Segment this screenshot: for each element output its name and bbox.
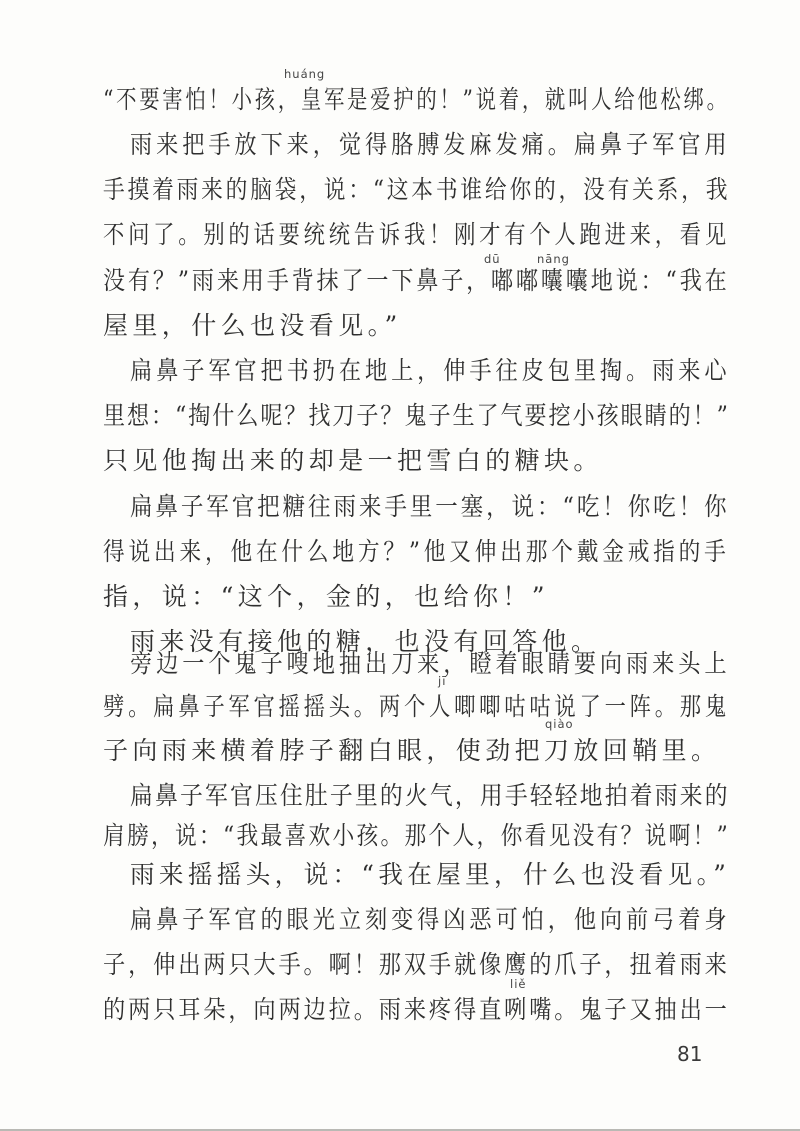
text-line: 没有？”雨来用手背抹了一下鼻子，嘟嘟囔囔地说：“我在 — [103, 266, 730, 295]
text-line: 不问了。别的话要统统告诉我！刚才有个人跑进来，看见 — [103, 220, 730, 249]
pinyin-annotation: qiào — [545, 717, 574, 731]
text-line: 指，说：“这个，金的，也给你！” — [103, 582, 549, 611]
text-line: 屋里，什么也没看见。” — [103, 311, 402, 340]
text-line: 扁鼻子军官把糖往雨来手里一塞，说：“吃！你吃！你 — [130, 492, 730, 521]
text-line: 雨来把手放下来，觉得胳膊发麻发痛。扁鼻子军官用 — [130, 130, 731, 159]
text-line: 子，伸出两只大手。啊！那双手就像鹰的爪子，扭着雨来 — [103, 950, 730, 979]
pinyin-annotation: liě — [510, 977, 527, 991]
text-line: 旁边一个鬼子嗖地抽出刀来，瞪着眼睛要向雨来头上 — [130, 649, 731, 678]
text-line: 子向雨来横着脖子翻白眼，使劲把刀放回鞘里。 — [103, 736, 721, 765]
text-line: 扁鼻子军官的眼光立刻变得凶恶可怕，他向前弓着身 — [130, 905, 731, 934]
pinyin-annotation: nāng — [537, 252, 570, 266]
pinyin-annotation: huáng — [284, 67, 326, 81]
text-line: 扁鼻子军官压住肚子里的火气，用手轻轻地拍着雨来的 — [130, 781, 730, 810]
text-line: 的两只耳朵，向两边拉。雨来疼得直咧嘴。鬼子又抽出一 — [103, 995, 730, 1024]
text-line: 雨来摇摇头，说：“我在屋里，什么也没看见。” — [130, 860, 731, 889]
text-line: 得说出来，他在什么地方？”他又伸出那个戴金戒指的手 — [103, 537, 730, 566]
text-line: 劈。扁鼻子军官摇摇头。两个人唧唧咕咕说了一阵。那鬼 — [103, 692, 730, 721]
text-line: 只见他掏出来的却是一把雪白的糖块。 — [103, 446, 603, 475]
text-line: 肩膀，说：“我最喜欢小孩。那个人，你看见没有？说啊！” — [103, 821, 731, 850]
page-number: 81 — [677, 1042, 703, 1066]
pinyin-annotation: jī — [438, 674, 447, 688]
text-line: 里想：“掏什么呢？找刀子？鬼子生了气要挖小孩眼睛的！” — [103, 401, 730, 430]
text-line: 雨来没有接他的糖，也没有回答他。 — [130, 627, 601, 656]
pinyin-annotation: dū — [484, 252, 501, 266]
text-line: 扁鼻子军官把书扔在地上，伸手往皮包里掏。雨来心 — [130, 356, 731, 385]
text-line: 手摸着雨来的脑袋，说：“这本书谁给你的，没有关系，我 — [103, 175, 731, 204]
text-line: “不要害怕！小孩，皇军是爱护的！”说着，就叫人给他松绑。 — [103, 85, 730, 114]
